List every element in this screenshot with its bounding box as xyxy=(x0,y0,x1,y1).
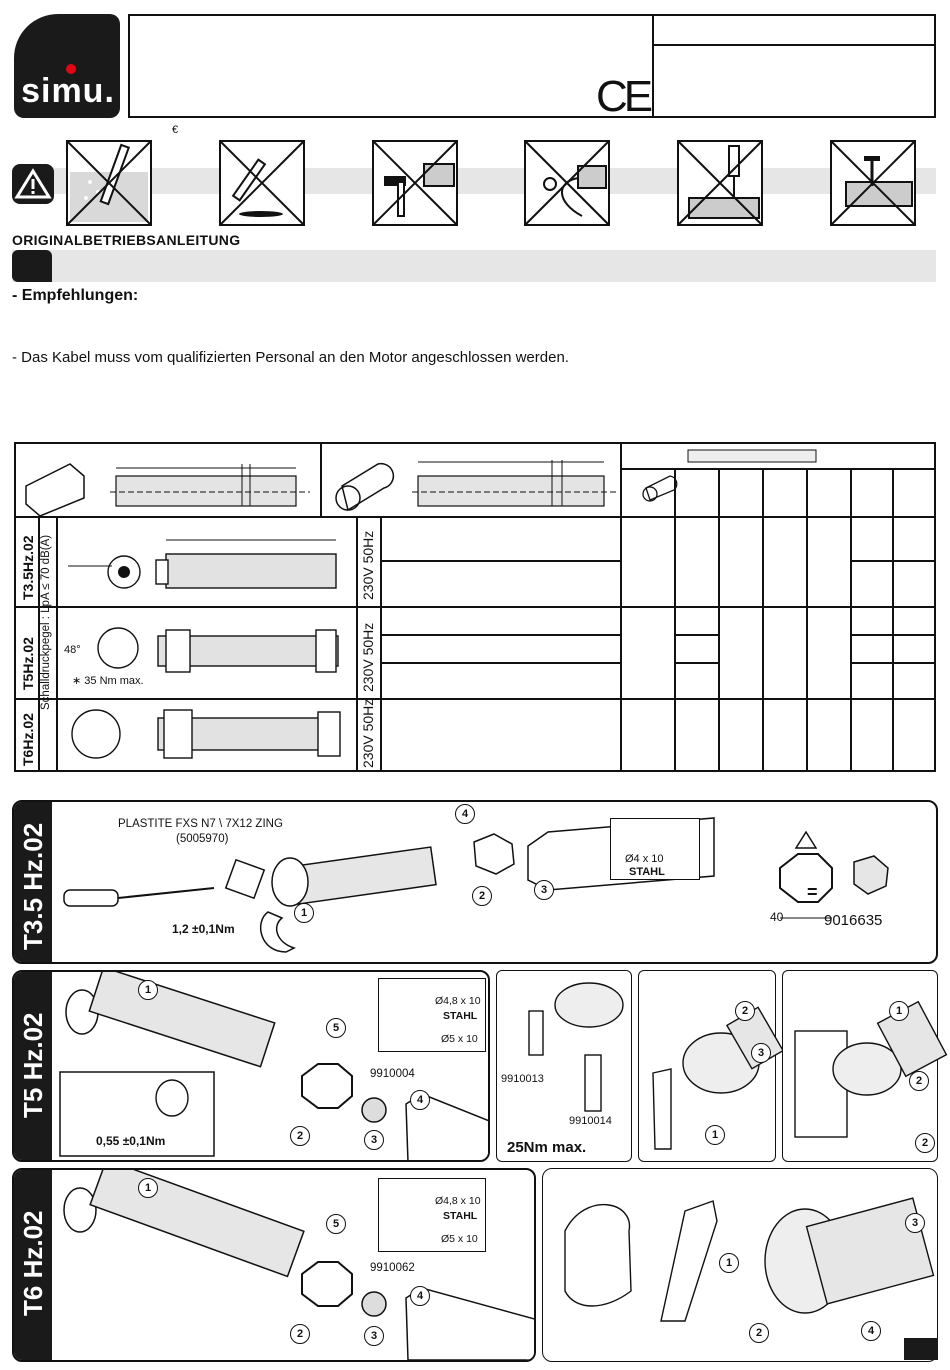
tube-width: 40 xyxy=(770,910,784,924)
angle-label: 48° xyxy=(64,644,81,656)
euro-sign: € xyxy=(172,124,179,136)
header-divider xyxy=(652,16,654,116)
step-3: 3 xyxy=(905,1213,925,1233)
section-t6 xyxy=(12,1168,536,1362)
header-row-divider xyxy=(654,44,936,46)
grid-col xyxy=(850,468,852,770)
grid-col xyxy=(674,468,676,770)
torque-note: ∗ 35 Nm max. xyxy=(72,675,144,687)
t5-screw-size-1: Ø4,8 x 10 xyxy=(435,995,481,1007)
t6-screw-size-2: Ø5 x 10 xyxy=(441,1233,478,1245)
t6-part-ref: 9910062 xyxy=(370,1262,415,1274)
noise-col-line xyxy=(56,516,58,770)
model-t5: T5Hz.02 xyxy=(20,637,36,690)
section-t6-label-band xyxy=(14,1170,52,1360)
page-corner-tab xyxy=(904,1338,938,1360)
sub-row-line xyxy=(382,560,620,562)
sub-row-line xyxy=(674,634,718,636)
ruler-icon xyxy=(688,448,818,464)
rivet-box xyxy=(610,818,700,880)
step-4: 4 xyxy=(455,804,475,824)
octagonal-tube-drawing xyxy=(20,446,320,516)
step-1: 1 xyxy=(889,1001,909,1021)
step-4: 4 xyxy=(410,1286,430,1306)
grid-col xyxy=(762,468,764,770)
drop-motor-icon xyxy=(219,140,305,226)
step-1: 1 xyxy=(294,903,314,923)
manual-title: ORIGINALBETRIEBSANLEITUNG xyxy=(12,232,241,248)
bracket-ref-1: 9910013 xyxy=(501,1073,544,1085)
t5-mount-panel-2 xyxy=(782,970,938,1162)
step-5: 5 xyxy=(326,1214,346,1234)
header-row-line xyxy=(16,516,934,518)
step-1: 1 xyxy=(138,1178,158,1198)
step-2: 2 xyxy=(749,1323,769,1343)
t5-part-ref: 9910004 xyxy=(370,1068,415,1080)
step-4: 4 xyxy=(861,1321,881,1341)
t5-screw-box xyxy=(378,978,486,1052)
voltage-t35: 230V 50Hz xyxy=(360,530,376,600)
round-tube-drawing xyxy=(322,446,622,516)
step-2: 2 xyxy=(909,1071,929,1091)
step-4: 4 xyxy=(410,1090,430,1110)
step-2: 2 xyxy=(915,1133,935,1153)
sub-row-line xyxy=(382,634,620,636)
grid-col xyxy=(806,468,808,770)
section-t6-label: T6 Hz.02 xyxy=(18,1210,48,1316)
voltage-col-line-1 xyxy=(356,516,358,770)
section-t5-label-band xyxy=(14,972,52,1160)
t5-bracket-panel xyxy=(496,970,632,1162)
sub-row-line xyxy=(674,662,718,664)
step-3: 3 xyxy=(534,880,554,900)
motor-t6-drawing xyxy=(62,700,352,770)
motor-t35-drawing xyxy=(62,520,352,606)
model-t6: T6Hz.02 xyxy=(20,713,36,766)
voltage-t5: 230V 50Hz xyxy=(360,622,376,692)
t5-torque: 0,55 ±0,1Nm xyxy=(96,1134,166,1148)
water-immersion-icon xyxy=(66,140,152,226)
grid-col xyxy=(718,468,720,770)
step-1: 1 xyxy=(719,1253,739,1273)
section-t35 xyxy=(12,800,938,964)
screw-spec: PLASTITE FXS N7 \ 7X12 ZING xyxy=(118,818,283,830)
t6-screw-material: STAHL xyxy=(443,1210,478,1222)
cut-cable-icon xyxy=(524,140,610,226)
step-2: 2 xyxy=(735,1001,755,1021)
header-box xyxy=(128,14,936,121)
model-t35: T3.5Hz.02 xyxy=(20,535,36,600)
t6-screw-box xyxy=(378,1178,486,1252)
section-t5-label: T5 Hz.02 xyxy=(18,1012,48,1118)
step-1: 1 xyxy=(705,1125,725,1145)
sub-row-line xyxy=(850,560,934,562)
header-sub-line xyxy=(620,468,934,470)
section-t35-label: T3.5 Hz.02 xyxy=(18,822,48,950)
simu-logo xyxy=(14,14,120,118)
sub-row-line xyxy=(850,662,934,664)
screw-ref: (5005970) xyxy=(176,833,229,845)
step-3: 3 xyxy=(364,1326,384,1346)
adapter-ref: 9016635 xyxy=(824,912,883,929)
spec-table xyxy=(14,442,936,772)
t5-bracket-drawing xyxy=(499,975,631,1115)
step-2: 2 xyxy=(472,886,492,906)
t35-torque: 1,2 ±0,1Nm xyxy=(172,922,235,936)
rivet-material: STAHL xyxy=(629,866,665,878)
ce-mark: CE xyxy=(596,72,650,121)
recommendations-heading: - Empfehlungen: xyxy=(12,287,139,304)
step-3: 3 xyxy=(751,1043,771,1063)
step-3: 3 xyxy=(364,1130,384,1150)
row-line xyxy=(16,606,934,608)
equals-sign: = xyxy=(807,882,818,902)
noise-level: Schalldruckpegel : LpA ≤ 70 dB(A) xyxy=(40,534,52,710)
t5-mount-drawing-2 xyxy=(785,973,937,1159)
section-t5 xyxy=(12,970,490,1162)
language-band xyxy=(12,250,936,282)
t6-mount-panel xyxy=(542,1168,938,1362)
step-5: 5 xyxy=(326,1018,346,1038)
step-1: 1 xyxy=(138,980,158,1000)
voltage-t6: 230V 50Hz xyxy=(360,698,376,768)
language-tab xyxy=(12,250,52,282)
screw-tube-icon xyxy=(830,140,916,226)
step-2: 2 xyxy=(290,1126,310,1146)
hammer-motor-icon xyxy=(372,140,458,226)
sub-row-line xyxy=(382,662,620,664)
sub-row-line xyxy=(850,634,934,636)
grid-col xyxy=(892,468,894,770)
step-2: 2 xyxy=(290,1324,310,1344)
cable-note: - Das Kabel muss vom qualifizierten Personal an den Motor angeschlossen werden. xyxy=(12,349,569,366)
t5-screw-material: STAHL xyxy=(443,1010,478,1022)
section-t35-label-band xyxy=(14,802,52,962)
drill-tube-icon xyxy=(677,140,763,226)
logo-text: simu. xyxy=(21,72,115,110)
bracket-ref-2: 9910014 xyxy=(569,1115,612,1127)
rivet-size: Ø4 x 10 xyxy=(625,853,664,865)
t5-mount-panel-1 xyxy=(638,970,776,1162)
t5-screw-size-2: Ø5 x 10 xyxy=(441,1033,478,1045)
max-torque: 25Nm max. xyxy=(507,1139,587,1156)
t6-screw-size-1: Ø4,8 x 10 xyxy=(435,1195,481,1207)
voltage-col-line-2 xyxy=(380,516,382,770)
warning-icon xyxy=(12,164,54,204)
